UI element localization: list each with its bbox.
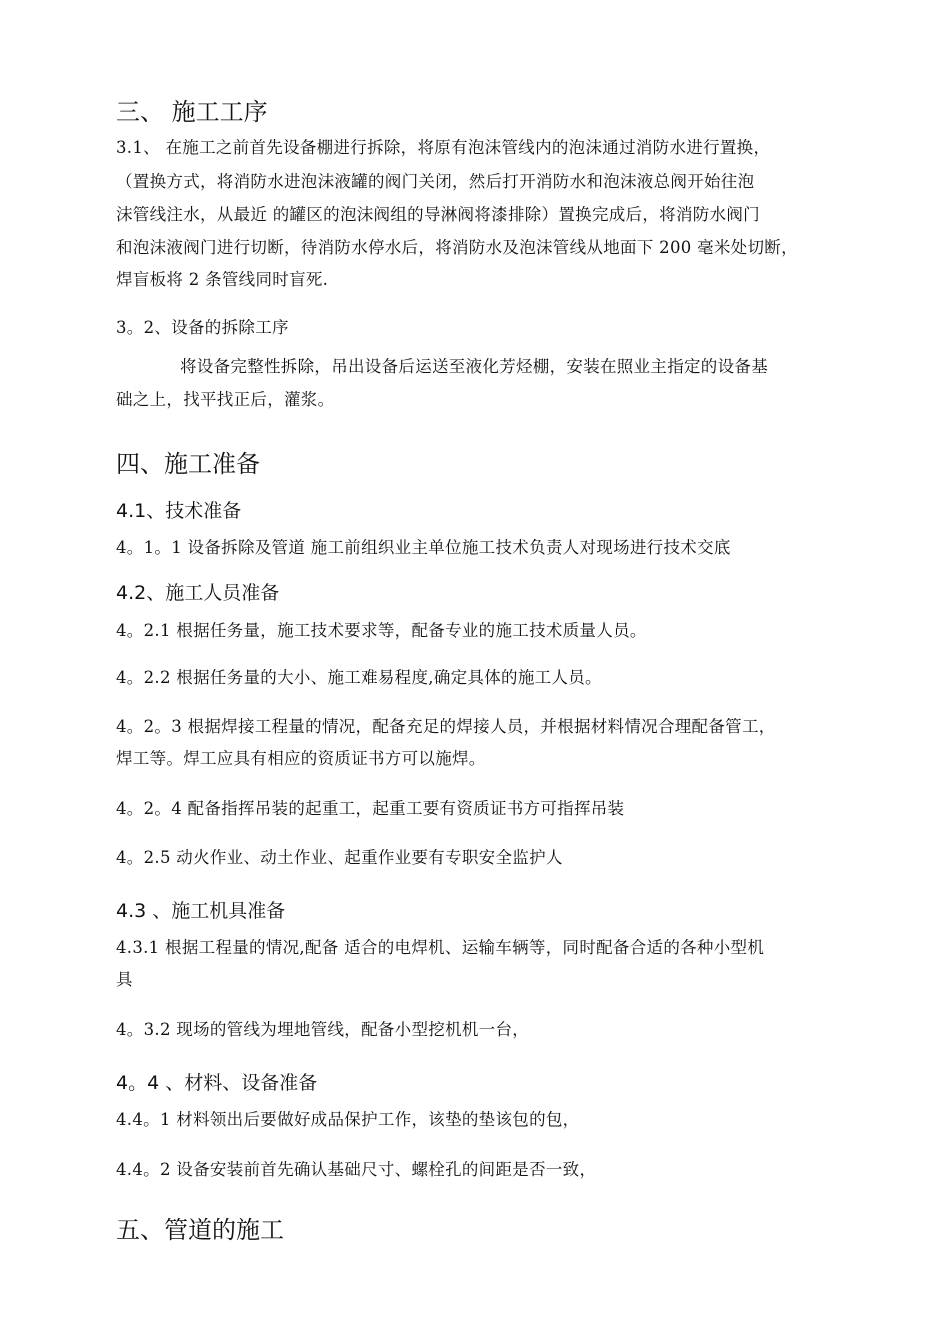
paragraph-4-4-1: 4.4。1 材料领出后要做好成品保护工作，该垫的垫该包的包，	[116, 1110, 580, 1129]
heading-4-3: 4.3 、施工机具准备	[116, 900, 286, 922]
paragraph-4-4-2: 4.4。2 设备安装前首先确认基础尺寸、螺栓孔的间距是否一致，	[116, 1160, 597, 1179]
heading-4-4: 4。4 、材料、设备准备	[116, 1072, 318, 1094]
paragraph-4-3-1-line-2: 具	[116, 970, 133, 989]
paragraph-3-2-line-1: 将设备完整性拆除，吊出设备后运送至液化芳烃棚，安装在照业主指定的设备基	[180, 357, 768, 376]
paragraph-4-2-1: 4。2.1 根据任务量，施工技术要求等，配备专业的施工技术质量人员。	[116, 621, 647, 640]
heading-4-1: 4.1、技术准备	[116, 500, 242, 522]
subheading-3-2: 3。2、设备的拆除工序	[116, 318, 289, 337]
paragraph-4-2-3-line-2: 焊工等。焊工应具有相应的资质证书方可以施焊。	[116, 749, 486, 768]
paragraph-4-3-2: 4。3.2 现场的管线为埋地管线，配备小型挖机机一台，	[116, 1020, 530, 1039]
paragraph-4-2-4: 4。2。4 配备指挥吊装的起重工，起重工要有资质证书方可指挥吊装	[116, 799, 625, 818]
paragraph-4-3-1-line-1: 4.3.1 根据工程量的情况,配备 适合的电焊机、运输车辆等，同时配备合适的各种小型机	[116, 938, 765, 957]
paragraph-4-1-1: 4。1。1 设备拆除及管道 施工前组织业主单位施工技术负责人对现场进行技术交底	[116, 538, 731, 557]
paragraph-3-1-line-3: 沫管线注水，从最近 的罐区的泡沫阀组的导淋阀将漆排除）置换完成后，将消防水阀门	[116, 205, 760, 224]
paragraph-4-2-5: 4。2.5 动火作业、动土作业、起重作业要有专职安全监护人	[116, 848, 563, 867]
paragraph-3-1-line-4: 和泡沫液阀门进行切断，待消防水停水后，将消防水及泡沫管线从地面下 200 毫米处切断，	[116, 238, 798, 257]
paragraph-4-2-2: 4。2.2 根据任务量的大小、施工难易程度,确定具体的施工人员。	[116, 668, 602, 687]
section-4-heading: 四、施工准备	[116, 450, 260, 478]
paragraph-3-1-line-5: 焊盲板将 2 条管线同时盲死.	[116, 270, 329, 289]
paragraph-3-1-line-1: 3.1、 在施工之前首先设备棚进行拆除，将原有泡沫管线内的泡沫通过消防水进行置换，	[116, 138, 771, 157]
heading-4-2: 4.2、施工人员准备	[116, 582, 280, 604]
section-5-heading: 五、管道的施工	[116, 1216, 284, 1244]
paragraph-3-1-line-2: （置换方式，将消防水进泡沫液罐的阀门关闭，然后打开消防水和泡沫液总阀开始往泡	[116, 172, 755, 191]
section-3-heading: 三、 施工工序	[116, 98, 268, 126]
paragraph-3-2-line-2: 础之上，找平找正后，灌浆。	[116, 390, 335, 409]
paragraph-4-2-3-line-1: 4。2。3 根据焊接工程量的情况，配备充足的焊接人员，并根据材料情况合理配备管工，	[116, 717, 776, 736]
